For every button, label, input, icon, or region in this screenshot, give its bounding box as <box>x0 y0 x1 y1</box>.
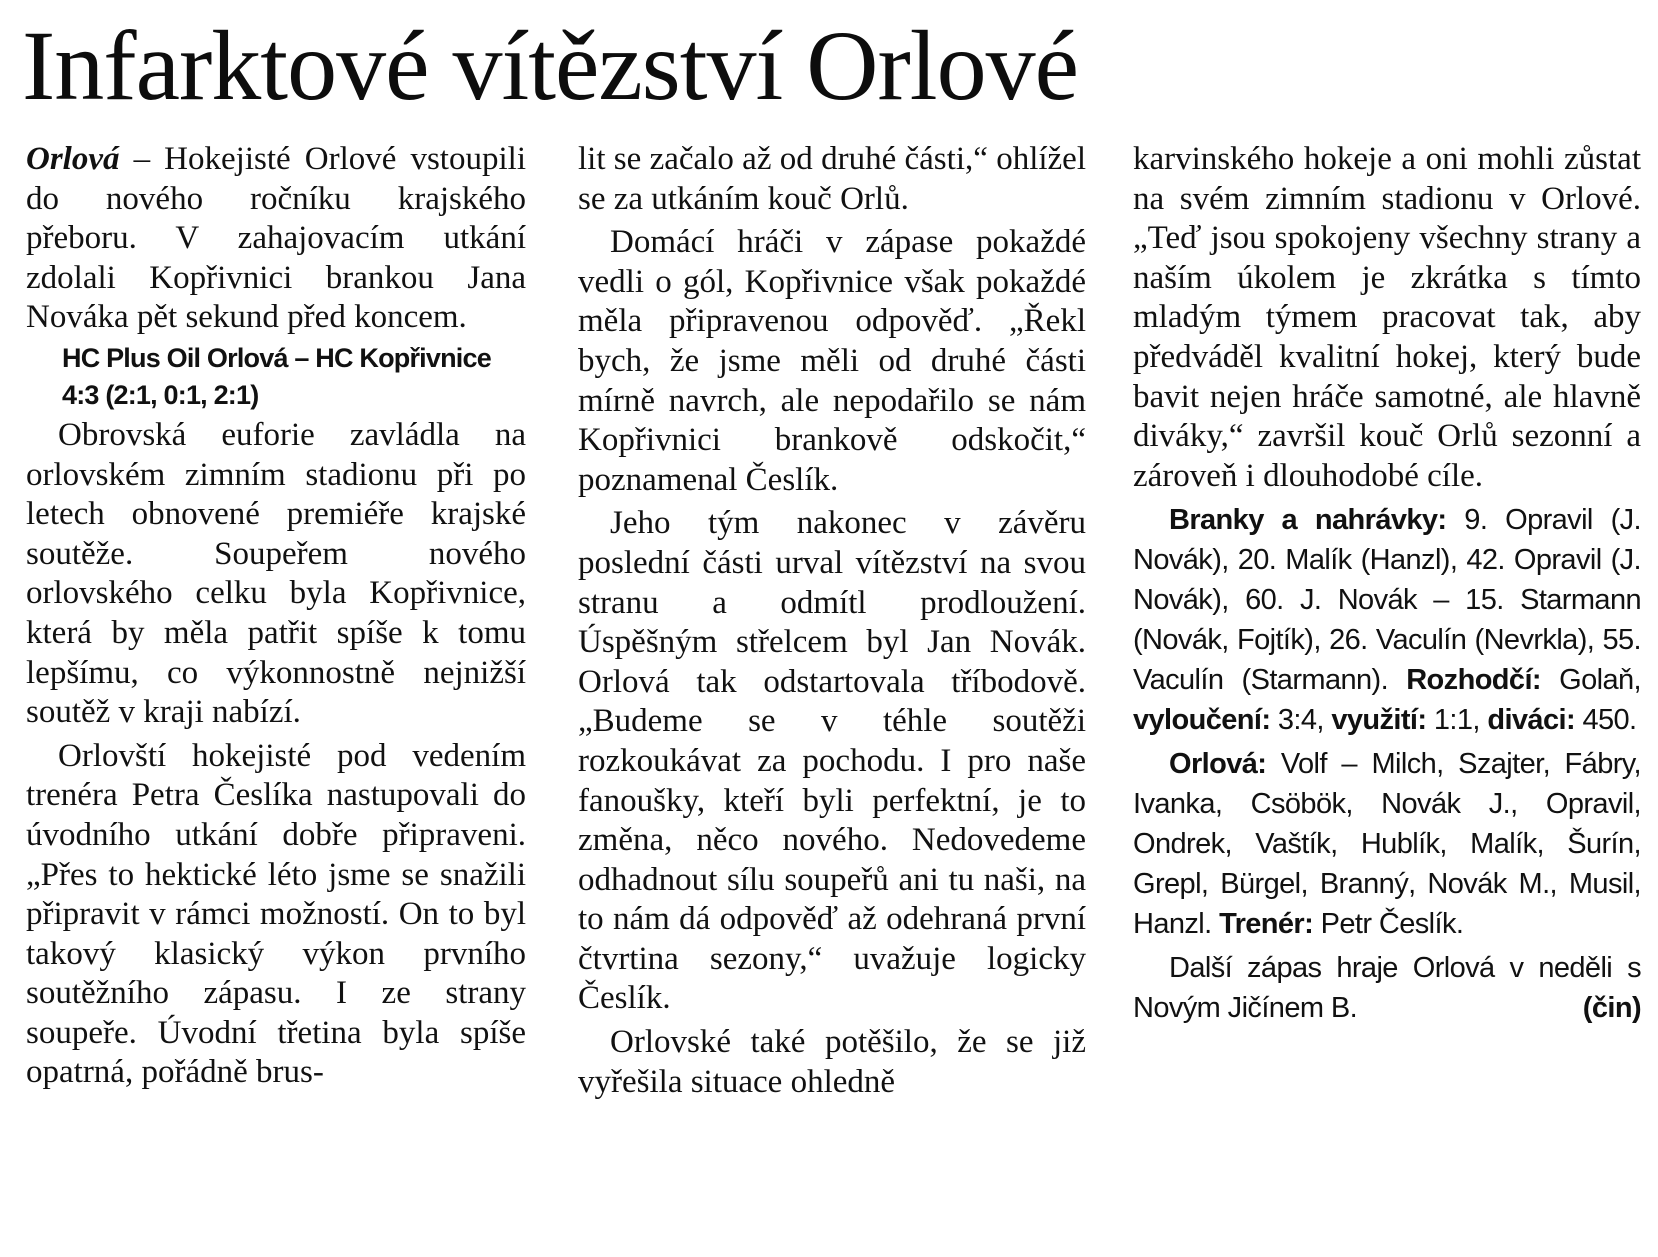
lead-text: – Hokejisté Orlové vstoupili do nového ročníku krajského přeboru. V zahajovacím utkání zdolali Kopřivnici brankou Jana Nováka pět sekund před koncem. <box>26 141 526 336</box>
attendance-label: diváci: <box>1487 704 1575 737</box>
paragraph <box>578 140 1086 219</box>
team-lineup <box>1133 744 1641 944</box>
paragraph <box>26 416 526 733</box>
paragraph-text: Domácí hráči v zápase pokaždé vedli o gól, Kopřivnice však pokaždé měla připravenou odpověď. „Řekl bych, že jsme měli od druhé části mírně navrch, ale nepodařilo se nám Kopřivnici brankově odskočit,“ poznamenal Česlík. <box>578 224 1086 498</box>
paragraph-text: Orlovští hokejisté pod vedením trenéra Petra Česlíka nastupovali do úvodního utkání dobře připraveni. „Přes to hektické léto jsme se snažili připravit v rámci možností. On to byl takový klasický výkon prvního soutěžního zápasu. I ze strany soupeře. Úvodní třetina byla spíše opatrná, pořádně brus- <box>26 737 526 1091</box>
paragraph-text: Orlovské také potěšilo, že se již vyřešila situace ohledně <box>578 1024 1086 1100</box>
article-column-3 <box>1133 140 1641 1250</box>
paragraph-text: Obrovská euforie zavládla na orlovském zimním stadionu při po letech obnovené premiéře krajské soutěže. Soupeřem nového orlovského celku byla Kopřivnice, která by měla patřit spíše k tomu lepšímu, co výkonnostně nejnižší soutěž v kraji nabízí. <box>26 416 526 731</box>
powerplay-label: využití: <box>1331 704 1427 737</box>
penalties-label: vyloučení: <box>1133 704 1271 737</box>
coach-label: Trenér: <box>1219 908 1314 941</box>
lineup-label: Orlová: <box>1169 748 1267 781</box>
dateline: Orlová <box>26 141 120 177</box>
paragraph-text: lit se začalo až od druhé části,“ ohlížel se za utkáním kouč Orlů. <box>578 141 1086 217</box>
paragraph <box>578 223 1086 500</box>
match-stats <box>1133 500 1641 740</box>
paragraph <box>1133 140 1641 496</box>
paragraph <box>578 504 1086 1019</box>
powerplay-text: 1:1, <box>1426 704 1488 737</box>
attendance-text: 450. <box>1575 704 1637 737</box>
coach-text: Petr Česlík. <box>1313 908 1464 941</box>
paragraph-text: Jeho tým nakonec v závěru poslední části urval vítězství na svou stranu a odmítl prodloužení. Úspěšným střelcem byl Jan Novák. Orlová tak odstartovala tříbodově. „Budeme se v téhle soutěži rozkoukávat za pochodu. I pro naše fanoušky, kteří byli perfektní, je to změna, něco nového. Nedovedeme odhadnout sílu soupeřů ani tu naši, na to nám dá odpověď až odehraná první čtvrtina sezony,“ uvažuje logicky Česlík. <box>578 505 1086 1017</box>
author-signature: (čin) <box>1582 992 1641 1025</box>
paragraph <box>578 1023 1086 1102</box>
referee-text: Golaň, <box>1540 664 1641 697</box>
lineup-text: Volf – Milch, Szajter, Fábry, Ivanka, Csöbök, Novák J., Opravil, Ondrek, Vaštík, Hublík, Malík, Šurín, Grepl, Bürgel, Branný, Novák M., Musil, Hanzl. <box>1133 748 1641 941</box>
article-headline: Infarktové vítězství Orlové <box>22 10 1078 121</box>
lead-paragraph <box>26 140 526 338</box>
next-match-text: Další zápas hraje Orlová v neděli s Novým Jičínem B. <box>1133 952 1641 1025</box>
goals-text: 9. Opravil (J. Novák), 20. Malík (Hanzl), 42. Opravil (J. Novák), 60. J. Novák – 15. Starmann (Novák, Fojtík), 26. Vaculín (Nevrkla), 55. Vaculín (Starmann). <box>1133 504 1641 697</box>
goals-label: Branky a nahrávky: <box>1169 504 1447 537</box>
match-result: HC Plus Oil Orlová – HC Kopřivnice 4:3 (2:1, 0:1, 2:1) <box>62 342 491 410</box>
article-column-2 <box>578 140 1086 1250</box>
paragraph <box>26 737 526 1093</box>
next-match <box>1133 948 1641 1028</box>
referee-label: Rozhodčí: <box>1406 664 1541 697</box>
paragraph-text: karvinského hokeje a oni mohli zůstat na svém zimním stadionu v Orlové. „Teď jsou spokojeny všechny strany a naším úkolem je zkrátka s tímto mladým týmem pracovat tak, aby předváděl kvalitní hokej, který bude bavit nejen hráče samotné, ale hlavně diváky,“ završil kouč Orlů sezonní a zároveň i dlouhodobé cíle. <box>1133 141 1641 494</box>
penalties-text: 3:4, <box>1270 704 1332 737</box>
article-column-1 <box>26 140 526 1250</box>
